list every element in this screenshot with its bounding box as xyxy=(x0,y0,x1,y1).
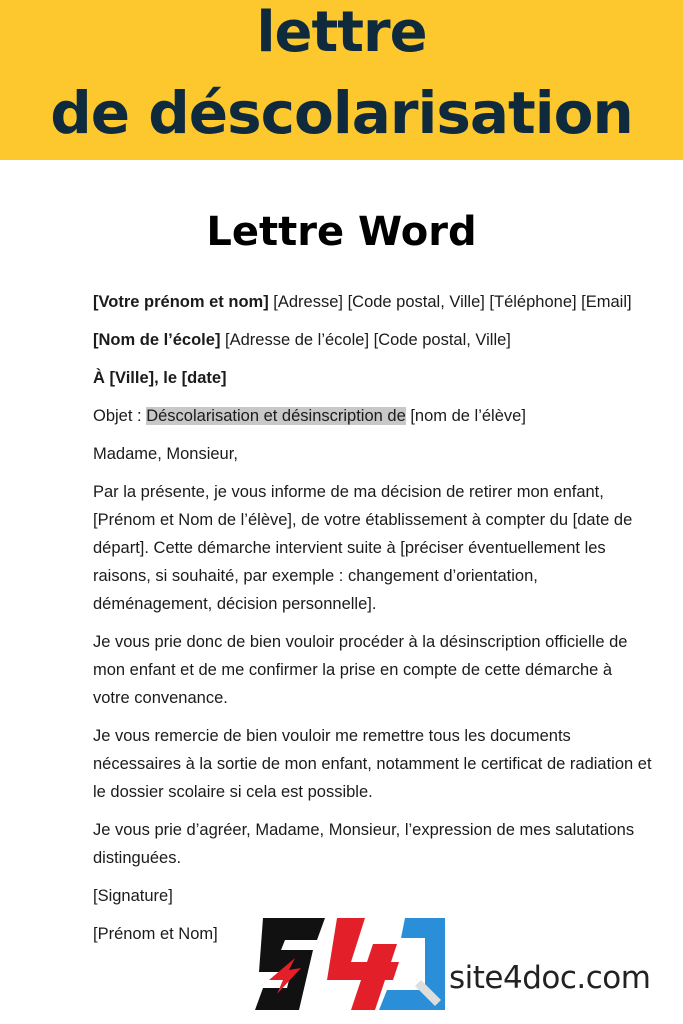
banner-title-line-2: de déscolarisation xyxy=(50,79,633,147)
school-name: [Nom de l’école] xyxy=(93,331,221,349)
paragraph-2: Je vous prie donc de bien vouloir procéder à la désinscription officielle de mon enfant et de me confirmer la prise en compte de cette démarche à votre convenance. xyxy=(93,633,628,707)
sender-name: [Votre prénom et nom] xyxy=(93,293,269,311)
signature-placeholder: [Signature] xyxy=(93,887,173,905)
subject-line xyxy=(93,402,653,430)
school-details: [Adresse de l’école] [Code postal, Ville] xyxy=(220,331,511,349)
paragraph-3: Je vous remercie de bien vouloir me remettre tous les documents nécessaires à la sortie de mon enfant, notamment le certificat de radiation et le dossier scolaire si cela est possible. xyxy=(93,727,652,801)
s4d-logo-mark-icon xyxy=(255,910,445,1020)
salutation: Madame, Monsieur, xyxy=(93,445,238,463)
subject-rest: [nom de l’élève] xyxy=(405,407,526,425)
name-placeholder: [Prénom et Nom] xyxy=(93,925,218,943)
sender-details: [Adresse] [Code postal, Ville] [Téléphone] [Email] xyxy=(268,293,632,311)
place-date xyxy=(93,364,653,392)
school-block xyxy=(93,326,653,354)
place-date-text: À [Ville], le [date] xyxy=(93,369,227,387)
paragraph-1: Par la présente, je vous informe de ma décision de retirer mon enfant, [Prénom et Nom de l’élève], de votre établissement à compter du [date de départ]. Cette démarche intervient suite à [préciser éventuellement les raisons, si souhaité, par exemple : changement d’orientation, déménagement, décision personnelle]. xyxy=(93,483,633,613)
closing-formula: Je vous prie d’agréer, Madame, Monsieur, l’expression de mes salutations distinguées. xyxy=(93,821,635,867)
site4doc-logo xyxy=(255,910,675,1020)
letter-body xyxy=(93,288,653,958)
title-banner xyxy=(0,0,683,160)
subject-prefix: Objet : xyxy=(93,407,147,425)
subject-highlight: Déscolarisation et désinscription de xyxy=(146,407,406,425)
banner-title-line-1: lettre xyxy=(256,0,427,65)
sender-block xyxy=(93,288,653,316)
site-name: site4doc.com xyxy=(449,960,651,996)
document-title: Lettre Word xyxy=(206,209,477,255)
